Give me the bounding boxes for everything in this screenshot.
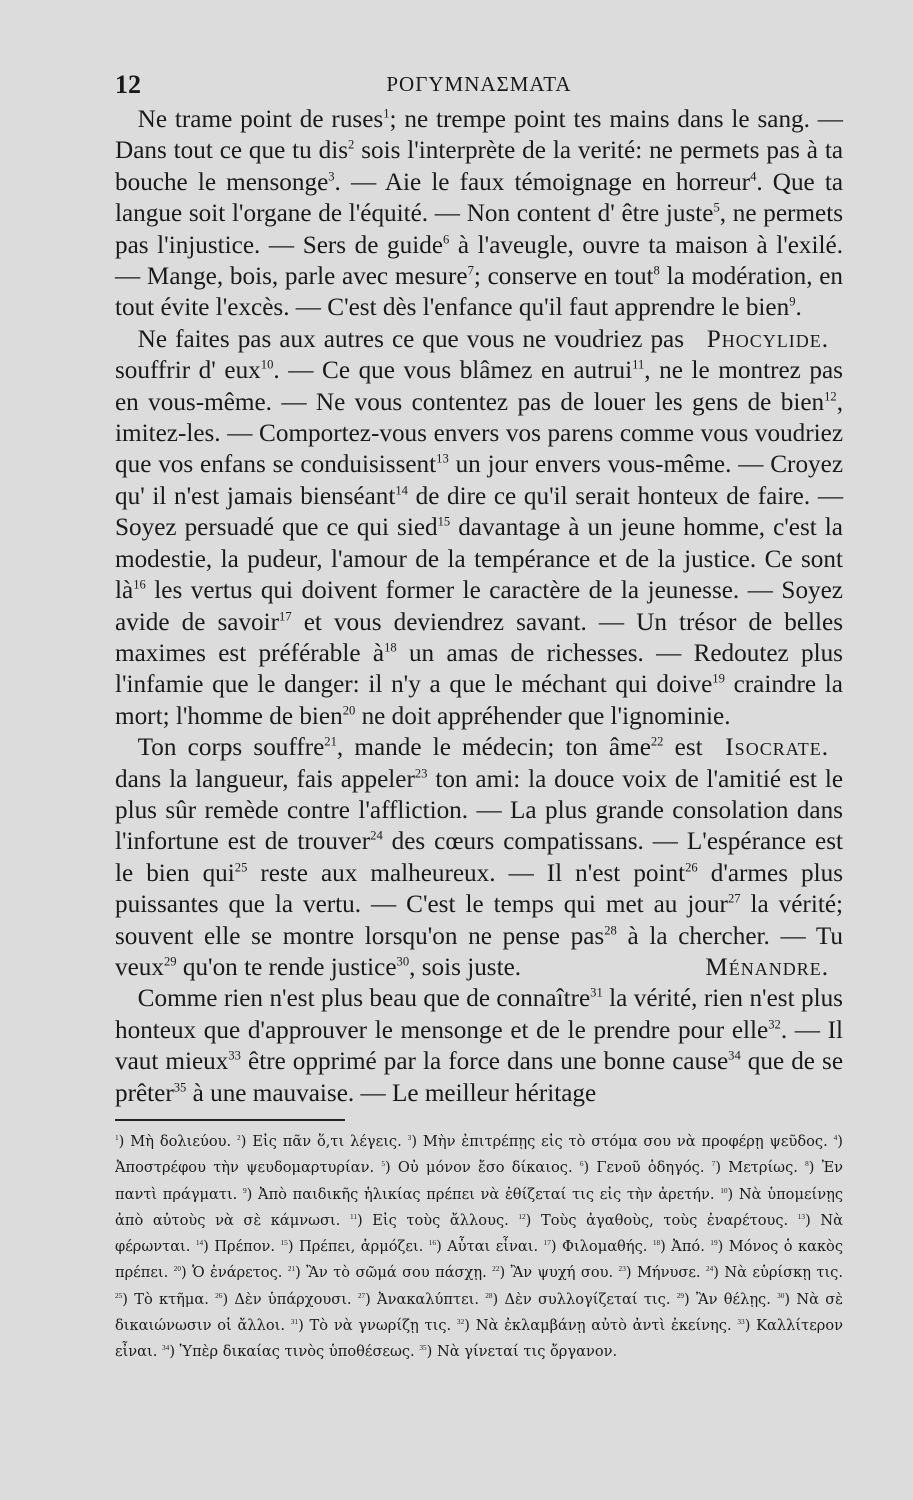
footnote-text: Μετρίως. [728,1159,798,1177]
footnote-ref: 29 [163,954,177,969]
footnote: $^{23}$) Μήνυσε. [618,1264,701,1282]
footnote-ref: 19 [712,671,725,686]
footnote-number: 13 [797,1212,806,1222]
footnote: $^6$) Γενοῦ ὁδηγός. [579,1159,705,1177]
text-run: , ne permets pas l'injustice. — Sers de guide [115,200,843,259]
text-run: les vertus qui doivent former le caractère de la jeunesse. — Soyez avide de savoir [115,577,843,636]
footnote-ref: 32 [768,1017,781,1032]
text-run: ; ne trempe point tes mains dans le sang. — Dans tout ce que tu dis [115,106,843,165]
text-run: , ne le montrez pas en vous-même. — Ne vous contentez pas de louer les gens de bien [115,357,843,416]
footnote: $^{29}$) Ἂν θέλῃς. [676,1290,771,1308]
text-run: , imitez-les. — Comportez-vous envers vos parens comme vous voudriez que vos enfans se conduisissent [115,388,843,479]
footnote-number: 20 [173,1264,181,1274]
footnote: $^{10}$) Νὰ ὑπομείνῃς ἀπὸ αὐτοὺς νὰ σὲ κάμνωσι. [115,1185,844,1229]
footnote: $^{12}$) Τοὺς ἀγαθοὺς, τοὺς ἐναρέτους. [518,1211,789,1229]
footnote-number: 9 [243,1185,247,1195]
footnote-text: Μόνος ὁ κακὸς πρέπει. [115,1238,844,1282]
footnote-number: 2 [237,1133,241,1143]
footnote: $^{18}$) Ἀπό. [652,1238,705,1256]
footnote: $^{13}$) Νὰ φέρωνται. [115,1211,843,1256]
footnote-number: 19 [710,1238,718,1248]
text-run: ; conserve en tout [473,263,654,291]
footnote: $^{25}$) Τὸ κτῆμα. [115,1290,209,1308]
footnote-number: 22 [492,1264,500,1274]
footnote: $^{15}$) Πρέπει, ἁρμόζει. [280,1238,424,1256]
footnote-text: Ἀποστρέφου τὴν ψευδομαρτυρίαν. [115,1159,375,1177]
text-run: Ne trame point de ruses [137,106,384,133]
footnote: $^4$) Ἀποστρέφου τὴν ψευδομαρτυρίαν. [115,1133,843,1177]
footnote-ref: 9 [789,295,796,310]
footnote: $^5$) Οὐ μόνον ἔσο δίκαιος. [381,1159,573,1177]
footnote-number: 24 [705,1264,714,1274]
footnote-ref: 7 [467,263,474,278]
footnote-ref: 33 [228,1048,241,1063]
text-run: sois l'interprète de la verité: ne permets pas à ta bouche le mensonge [115,137,843,196]
footnote-text: Πρέπον. [214,1238,276,1256]
footnote-ref: 11 [632,357,645,372]
running-title: ΡΟΓΥΜΝΑΣΜΑΤΑ [386,72,572,96]
footnote-number: 14 [195,1238,204,1248]
footnote-number: 1 [115,1133,119,1143]
text-run: reste aux malheureux. — Il n'est point [247,859,686,887]
footnote-number: 18 [652,1238,661,1248]
footnote: $^3$) Μὴν ἐπιτρέπῃς εἰς τὸ στόμα σου νὰ προφέρῃ ψεῦδος. [407,1133,828,1150]
text-run: davantage à un jeune homme, c'est la modestie, la pudeur, l'amour de la tempérance et de la justice. Ce sont là [115,514,843,605]
author-attribution: Phocylide. [706,325,829,353]
footnote-text: Ἐν παντὶ πράγματι. [115,1159,844,1203]
text-run: Ton corps souffre [137,734,325,762]
footnote-number: 11 [349,1212,357,1222]
footnote-text: Νὰ σὲ δικαιώνωσιν οἱ ἄλλοι. [115,1290,843,1335]
footnote-text: Τοὺς ἀγαθοὺς, τοὺς ἐναρέτους. [540,1211,789,1229]
footnote-number: 10 [720,1185,728,1195]
footnote-number: 32 [456,1317,465,1327]
footnote-text: Οὐ μόνον ἔσο δίκαιος. [397,1159,573,1177]
text-run: . — Ce que vous blâmez en autrui [273,357,633,385]
footnote-number: 5 [381,1159,385,1169]
text-run: , sois juste. [409,953,522,981]
author-attribution: Isocrate. [725,734,829,762]
footnote: $^{11}$) Εἰς τοὺς ἄλλους. [349,1211,509,1229]
text-run: Comme rien n'est plus beau que de connaître [137,985,591,1013]
text-run: et vous deviendrez savant. — Un trésor de belles maximes est préférable à [115,608,844,667]
footnote-ref: 6 [443,232,450,247]
footnote: $^8$) Ἐν παντὶ πράγματι. [115,1159,844,1203]
footnote-number: 15 [280,1238,288,1248]
footnote-text: Ἂν τὸ σῶμά σου πάσχῃ. [306,1264,487,1282]
footnote-text: Πρέπει, ἁρμόζει. [298,1238,424,1256]
footnote-ref: 25 [234,860,248,875]
footnote-text: Φιλομαθής. [561,1238,648,1256]
text-run: est dans la langueur, fais appeler [115,734,703,793]
footnote-text: Τὸ νὰ γνωρίζῃ τις. [309,1317,452,1335]
footnote: $^9$) Ἀπὸ παιδικῆς ἡλικίας πρέπει νὰ ἐθίζεταί τις εἰς τὴν ἀρετήν. [243,1185,715,1203]
footnote-text: Γενοῦ ὁδηγός. [596,1159,705,1177]
footnote-text: Ὁ ἐνάρετος. [192,1264,283,1282]
footnote-number: 8 [805,1159,809,1169]
footnote-ref: 8 [653,263,660,278]
author-attribution: Ménandre. [705,953,829,981]
footnote-ref: 21 [324,734,337,749]
footnote-ref: 27 [727,891,741,906]
footnote-text: Εἰς πᾶν ὅ,τι λέγεις. [252,1133,402,1150]
footnote-number: 12 [518,1212,526,1222]
footnote-ref: 10 [260,357,274,372]
text-run: ne doit appréhender que l'ignominie. [355,702,731,730]
footnote: $^{16}$) Αὗται εἶναι. [428,1238,539,1256]
footnote: $^{19}$) Μόνος ὁ κακὸς πρέπει. [115,1238,844,1282]
footnote-ref: 3 [328,169,335,184]
footnote-ref: 14 [395,483,408,498]
footnote-ref: 30 [396,954,410,969]
footnote-ref: 4 [750,169,757,184]
footnote-ref: 16 [133,577,146,592]
footnote-text: Τὸ κτῆμα. [134,1290,209,1308]
footnote-ref: 20 [342,703,356,718]
text-run: Ne faites pas aux autres ce que vous ne voudriez pas souffrir d' eux [115,325,685,385]
footnotes [115,1129,843,1366]
footnote: $^2$) Εἰς πᾶν ὅ,τι λέγεις. [237,1133,402,1150]
footnote-number: 4 [833,1133,838,1143]
text-run: à une mauvaise. — Le meilleur héritage [186,1079,597,1107]
footnote-ref: 18 [384,640,397,655]
text-run: d'armes plus puissantes que la vertu. — C'est le temps qui met au jour [115,859,844,919]
footnote-text: Μὴ δολιεύου. [130,1133,232,1150]
footnote-number: 21 [287,1264,296,1274]
main-text [115,104,843,1109]
text-run: des cœurs compatissans. — L'espérance est le bien qui [115,828,843,887]
text-run: la modération, en tout évite l'excès. — C'est dès l'enfance qu'il faut apprendre le bien [115,263,843,322]
footnote: $^{35}$) Νὰ γίνεταί τις ὄργανον. [419,1343,618,1361]
text-run: craindre la mort; l'homme de bien [115,671,843,730]
footnote-ref: 12 [824,389,837,404]
footnote-text: Νὰ ὑπομείνῃς ἀπὸ αὐτοὺς νὰ σὲ κάμνωσι. [115,1185,844,1229]
text-run: . [795,294,802,322]
footnote-number: 7 [711,1159,716,1169]
footnote-number: 6 [579,1159,584,1169]
page-header [115,60,843,104]
footnote: $^{34}$) Ὑπὲρ δικαίας τινὸς ὑποθέσεως. [162,1343,415,1361]
footnote-text: Εἰς τοὺς ἄλλους. [372,1211,509,1229]
footnote-text: Ἀνακαλύπτει. [377,1290,479,1308]
footnote: $^{14}$) Πρέπον. [195,1238,276,1256]
text-run: la vérité; souvent elle se montre lorsqu'on ne pense pas [115,891,843,950]
text-run: à la chercher. — Tu veux [115,922,843,981]
footnote: $^1$) Μὴ δολιεύου. [115,1133,232,1150]
footnote-text: Ἂν ψυχή σου. [510,1264,614,1282]
footnote-number: 28 [485,1290,493,1300]
page-number: 12 [115,70,141,99]
footnote-ref: 2 [348,138,355,153]
paragraph [115,732,843,983]
footnote-ref: 23 [414,766,428,781]
footnote-text: Αὗται εἶναι. [447,1238,539,1256]
text-run: qu'on te rende justice [176,953,397,981]
footnote-text: Νὰ εὑρίσκῃ τις. [724,1264,843,1282]
footnote-text: Ἂν θέλῃς. [695,1290,771,1308]
footnote-number: 23 [618,1264,626,1274]
footnote-text: Μήνυσε. [636,1264,701,1282]
footnote-ref: 26 [685,860,698,875]
text-run: être opprimé par la force dans une bonne cause [240,1048,729,1076]
footnote-number: 31 [290,1317,299,1327]
text-run: un jour envers vous-même. — Croyez qu' il n'est jamais bienséant [115,451,843,510]
footnote-ref: 5 [713,200,720,215]
text-run: que de se prêter [115,1048,844,1107]
footnote-text: Δὲν συλλογίζεταί τις. [504,1290,671,1308]
footnote-text: Ἀπό. [671,1238,705,1256]
footnote: $^{33}$) Καλλίτερον εἶναι. [115,1317,844,1361]
footnote-ref: 22 [650,734,664,749]
text-run: de dire ce qu'il serait honteux de faire. — Soyez persuadé que ce qui sied [115,482,844,542]
footnote-ref: 1 [383,106,390,121]
text-run: ton ami: la douce voix de l'amitié est le plus sûr remède contre l'affliction. — La plus grande consolation dans l'infortune est de trouver [115,765,843,856]
footnote-text: Ἀπὸ παιδικῆς ἡλικίας πρέπει νὰ ἐθίζεταί τις εἰς τὴν ἀρετήν. [258,1185,715,1203]
footnote-number: 29 [676,1290,684,1300]
footnote-text: Μὴν ἐπιτρέπῃς εἰς τὸ στόμα σου νὰ προφέρῃ ψεῦδος. [422,1133,828,1150]
footnote: $^{20}$) Ὁ ἐνάρετος. [173,1264,283,1282]
footnote-ref: 13 [436,452,449,467]
footnote-text: Ὑπὲρ δικαίας τινὸς ὑποθέσεως. [179,1343,415,1361]
footnote-text: Νὰ ἐκλαμβάνῃ αὐτὸ ἀντὶ ἐκείνης. [475,1317,732,1335]
footnote-rule [115,1119,345,1121]
footnote: $^{21}$) Ἂν τὸ σῶμά σου πάσχῃ. [287,1264,487,1282]
footnote-text: Καλλίτερον εἶναι. [115,1317,844,1361]
text-run: un amas de richesses. — Redoutez plus l'infamie que le danger: il n'y a que le méchant qui doive [115,639,843,699]
footnote: $^{22}$) Ἂν ψυχή σου. [492,1264,614,1282]
footnote-number: 26 [215,1290,223,1300]
text-run: , mande le médecin; ton âme [336,734,651,762]
footnote-number: 34 [162,1343,170,1353]
footnote: $^{26}$) Δὲν ὑπάρχουσι. [215,1290,352,1308]
paragraph [115,983,843,1109]
footnote-number: 17 [543,1238,551,1248]
footnote-number: 25 [115,1290,123,1300]
text-run: à l'aveugle, ouvre ta maison à l'exilé. — Mange, bois, parle avec mesure [115,231,844,291]
paragraph [115,104,844,353]
footnote: $^{32}$) Νὰ ἐκλαμβάνῃ αὐτὸ ἀντὶ ἐκείνης. [456,1317,732,1335]
footnote-ref: 15 [437,514,451,529]
footnote: $^{27}$) Ἀνακαλύπτει. [357,1290,479,1308]
footnote-number: 30 [777,1290,785,1300]
footnote: $^{24}$) Νὰ εὑρίσκῃ τις. [705,1264,843,1282]
footnote: $^{17}$) Φιλομαθής. [543,1238,648,1256]
footnote-number: 27 [357,1290,366,1300]
footnote-ref: 34 [728,1048,741,1063]
footnote-number: 33 [737,1317,745,1327]
footnote-ref: 31 [590,985,603,1000]
text-run: . — Il vaut mieux [115,1016,844,1076]
footnote-ref: 24 [370,828,383,843]
text-run: . — Aie le faux témoignage en horreur [334,168,751,196]
footnote-ref: 28 [604,923,617,938]
footnote: $^{31}$) Τὸ νὰ γνωρίζῃ τις. [290,1317,452,1335]
footnote-ref: 35 [173,1080,187,1095]
footnote: $^{30}$) Νὰ σὲ δικαιώνωσιν οἱ ἄλλοι. [115,1290,843,1335]
text-run: la vérité, rien n'est plus honteux que d'approuver le mensonge et de le prendre pour elle [115,985,843,1044]
footnote-text: Νὰ φέρωνται. [115,1211,843,1256]
footnote-text: Δὲν ὑπάρχουσι. [234,1290,352,1308]
footnote: $^7$) Μετρίως. [711,1159,798,1177]
footnote-text: Νὰ γίνεταί τις ὄργανον. [436,1343,618,1361]
footnote-number: 16 [428,1238,437,1248]
footnote-number: 35 [419,1343,427,1353]
text-run: . Que ta langue soit l'organe de l'équité. — Non content d' être juste [115,168,844,228]
footnote: $^{28}$) Δὲν συλλογίζεταί τις. [485,1290,671,1308]
footnote-ref: 17 [279,609,292,624]
footnote-number: 3 [407,1133,412,1143]
